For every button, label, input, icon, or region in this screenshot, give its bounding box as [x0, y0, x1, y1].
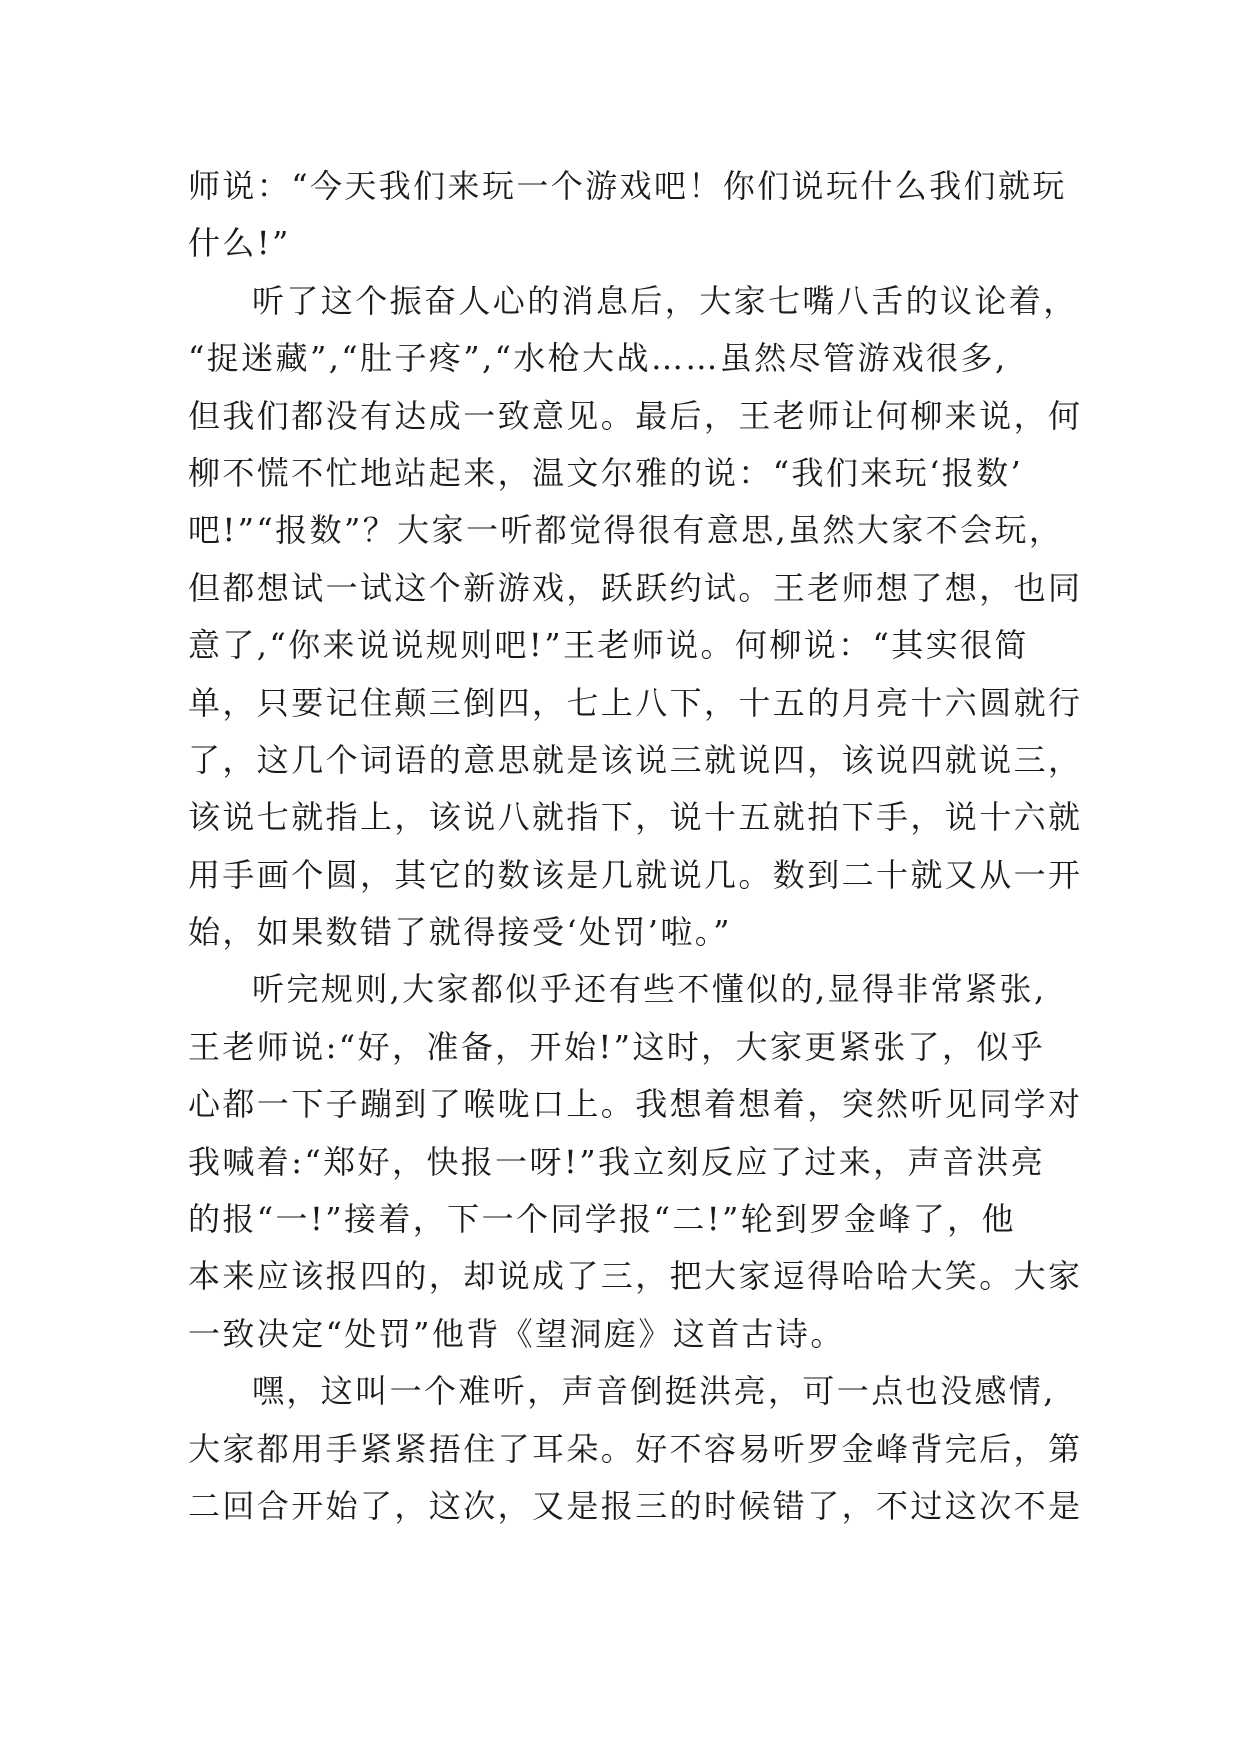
text-line: 但我们都没有达成一致意见。最后，王老师让何柳来说，何 — [188, 396, 1083, 435]
text-line: 吧!”“报数”？大家一听都觉得很有意思,虽然大家不会玩， — [188, 511, 1064, 550]
text-line: 该说七就指上，该说八就指下，说十五就拍下手，说十六就 — [188, 798, 1083, 837]
paragraph-first-line: 嘿，这叫一个难听，声音倒挺洪亮，可一点也没感情, — [252, 1372, 1056, 1411]
paragraph-first-line: 听了这个振奋人心的消息后，大家七嘴八舌的议论着， — [252, 281, 1078, 320]
text-line: 大家都用手紧紧捂住了耳朵。好不容易听罗金峰背完后，第 — [188, 1429, 1083, 1468]
text-line: 心都一下子蹦到了喉咙口上。我想着想着，突然听见同学对 — [188, 1085, 1083, 1124]
text-line: 意了,“你来说说规则吧!”王老师说。何柳说：“其实很简 — [188, 626, 1029, 665]
text-line: 始，如果数错了就得接受‘处罚’啦。” — [188, 913, 732, 952]
paragraph-first-line: 听完规则,大家都似乎还有些不懂似的,显得非常紧张, — [252, 970, 1047, 1009]
text-line: 什么!” — [188, 224, 291, 263]
text-line: 但都想试一试这个新游戏，跃跃约试。王老师想了想，也同 — [188, 568, 1083, 607]
text-line: 了，这几个词语的意思就是该说三就说四，该说四就说三， — [188, 740, 1083, 779]
text-line: 单，只要记住颠三倒四，七上八下，十五的月亮十六圆就行 — [188, 683, 1083, 722]
text-line: 的报“一!”接着，下一个同学报“二!”轮到罗金峰了，他 — [188, 1200, 1016, 1239]
text-line: 用手画个圆，其它的数该是几就说几。数到二十就又从一开 — [188, 855, 1083, 894]
text-line: 师说：“今天我们来玩一个游戏吧！你们说玩什么我们就玩 — [188, 167, 1067, 205]
text-line: “捉迷藏”,“肚子疼”,“水枪大战……虽然尽管游戏很多, — [188, 339, 1008, 378]
text-line: 王老师说:“好，准备，开始!”这时，大家更紧张了，似乎 — [188, 1027, 1046, 1066]
body-text — [188, 158, 1083, 1535]
text-line: 二回合开始了，这次，又是报三的时候错了，不过这次不是 — [188, 1486, 1083, 1525]
text-line: 我喊着:“郑好，快报一呀!”我立刻反应了过来，声音洪亮 — [188, 1142, 1046, 1181]
text-line: 本来应该报四的，却说成了三，把大家逗得哈哈大笑。大家 — [188, 1257, 1083, 1296]
text-line: 柳不慌不忙地站起来，温文尔雅的说：“我们来玩‘报数’ — [188, 453, 1024, 492]
text-line: 一致决定“处罚”他背《望洞庭》这首古诗。 — [188, 1314, 845, 1353]
